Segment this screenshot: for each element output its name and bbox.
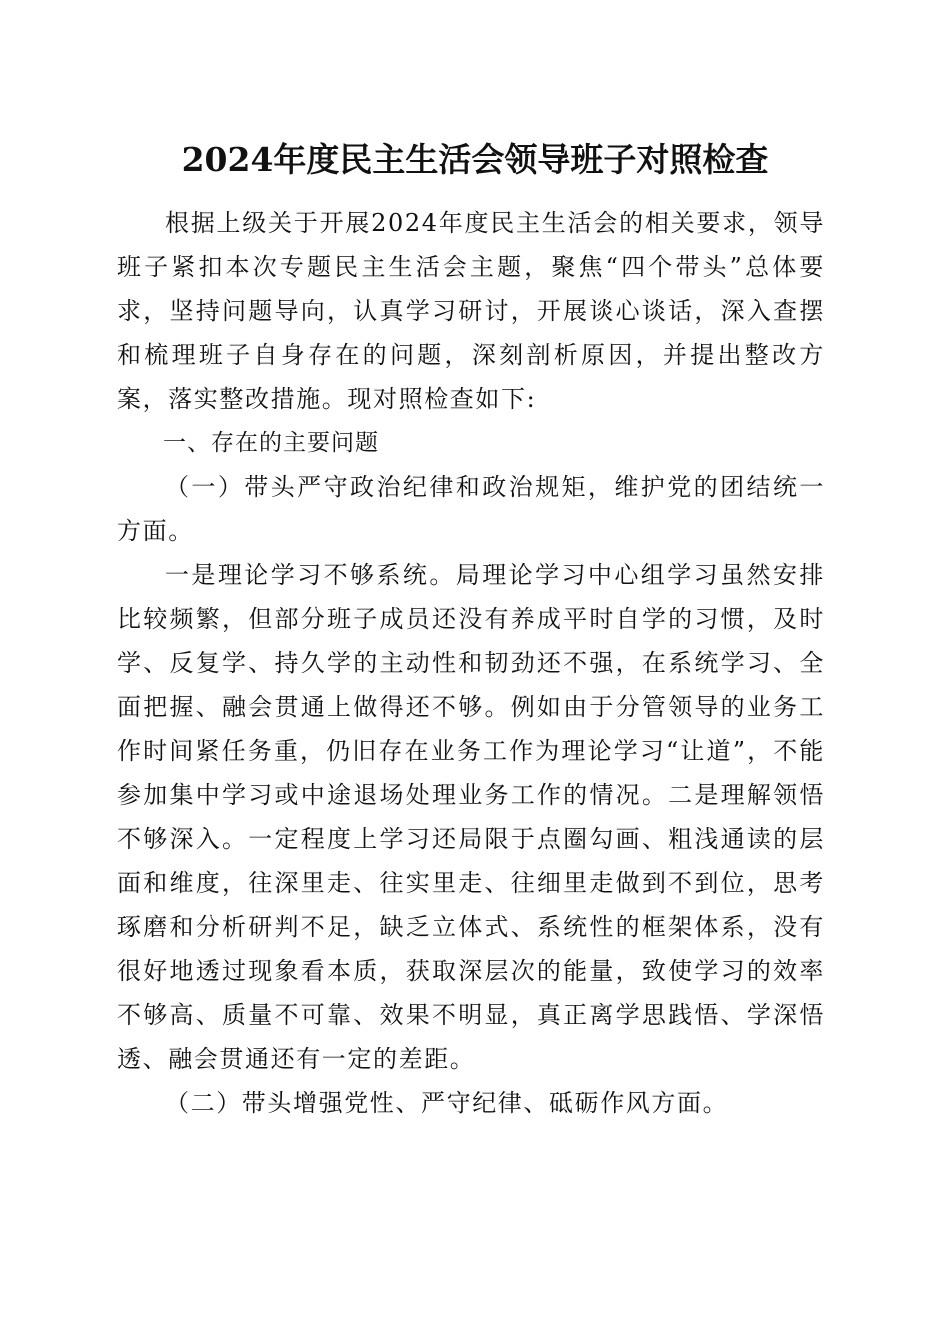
subsection-heading-2: （二）带头增强党性、严守纪律、砥砺作风方面。 [165,1089,729,1117]
section-heading-problems: 一、存在的主要问题 [163,430,379,456]
subsection-body-1: 一是理论学习不够系统。局理论学习中心组学习虽然安排比较频繁，但部分班子成员还没有养成平时自学的习惯，及时学、反复学、持久学的主动性和韧劲还不强，在系统学习、全面把握、融会贯通上做得还不够。例如由于分管领导的业务工作时间紧任务重，仍旧存在业务工作为理论学习“让道”，不能参加集中学习或中途退场处理业务工作的情况。二是理解领悟不够深入。一定程度上学习还局限于点圈勾画、粗浅通读的层面和维度，往深里走、往实里走、往细里走做到不到位，思考琢磨和分析研判不足，缺乏立体式、系统性的框架体系，没有很好地透过现象看本质，获取深层次的能量，致使学习的效率不够高、质量不可靠、效果不明显，真正离学思践悟、学深悟透、融会贯通还有一定的差距。 [117,561,825,1073]
document-body [117,201,825,1125]
document-title: 2024年度民主生活会领导班子对照检查 [181,140,769,179]
subsection-heading-1: （一）带头严守政治纪律和政治规矩，维护党的团结统一方面。 [117,473,825,545]
intro-paragraph: 根据上级关于开展2024年度民主生活会的相关要求，领导班子紧扣本次专题民主生活会主题，聚焦“四个带头”总体要求，坚持问题导向，认真学习研讨，开展谈心谈话，深入查摆和梳理班子自身存在的问题，深刻剖析原因，并提出整改方案，落实整改措施。现对照检查如下: [117,209,825,413]
